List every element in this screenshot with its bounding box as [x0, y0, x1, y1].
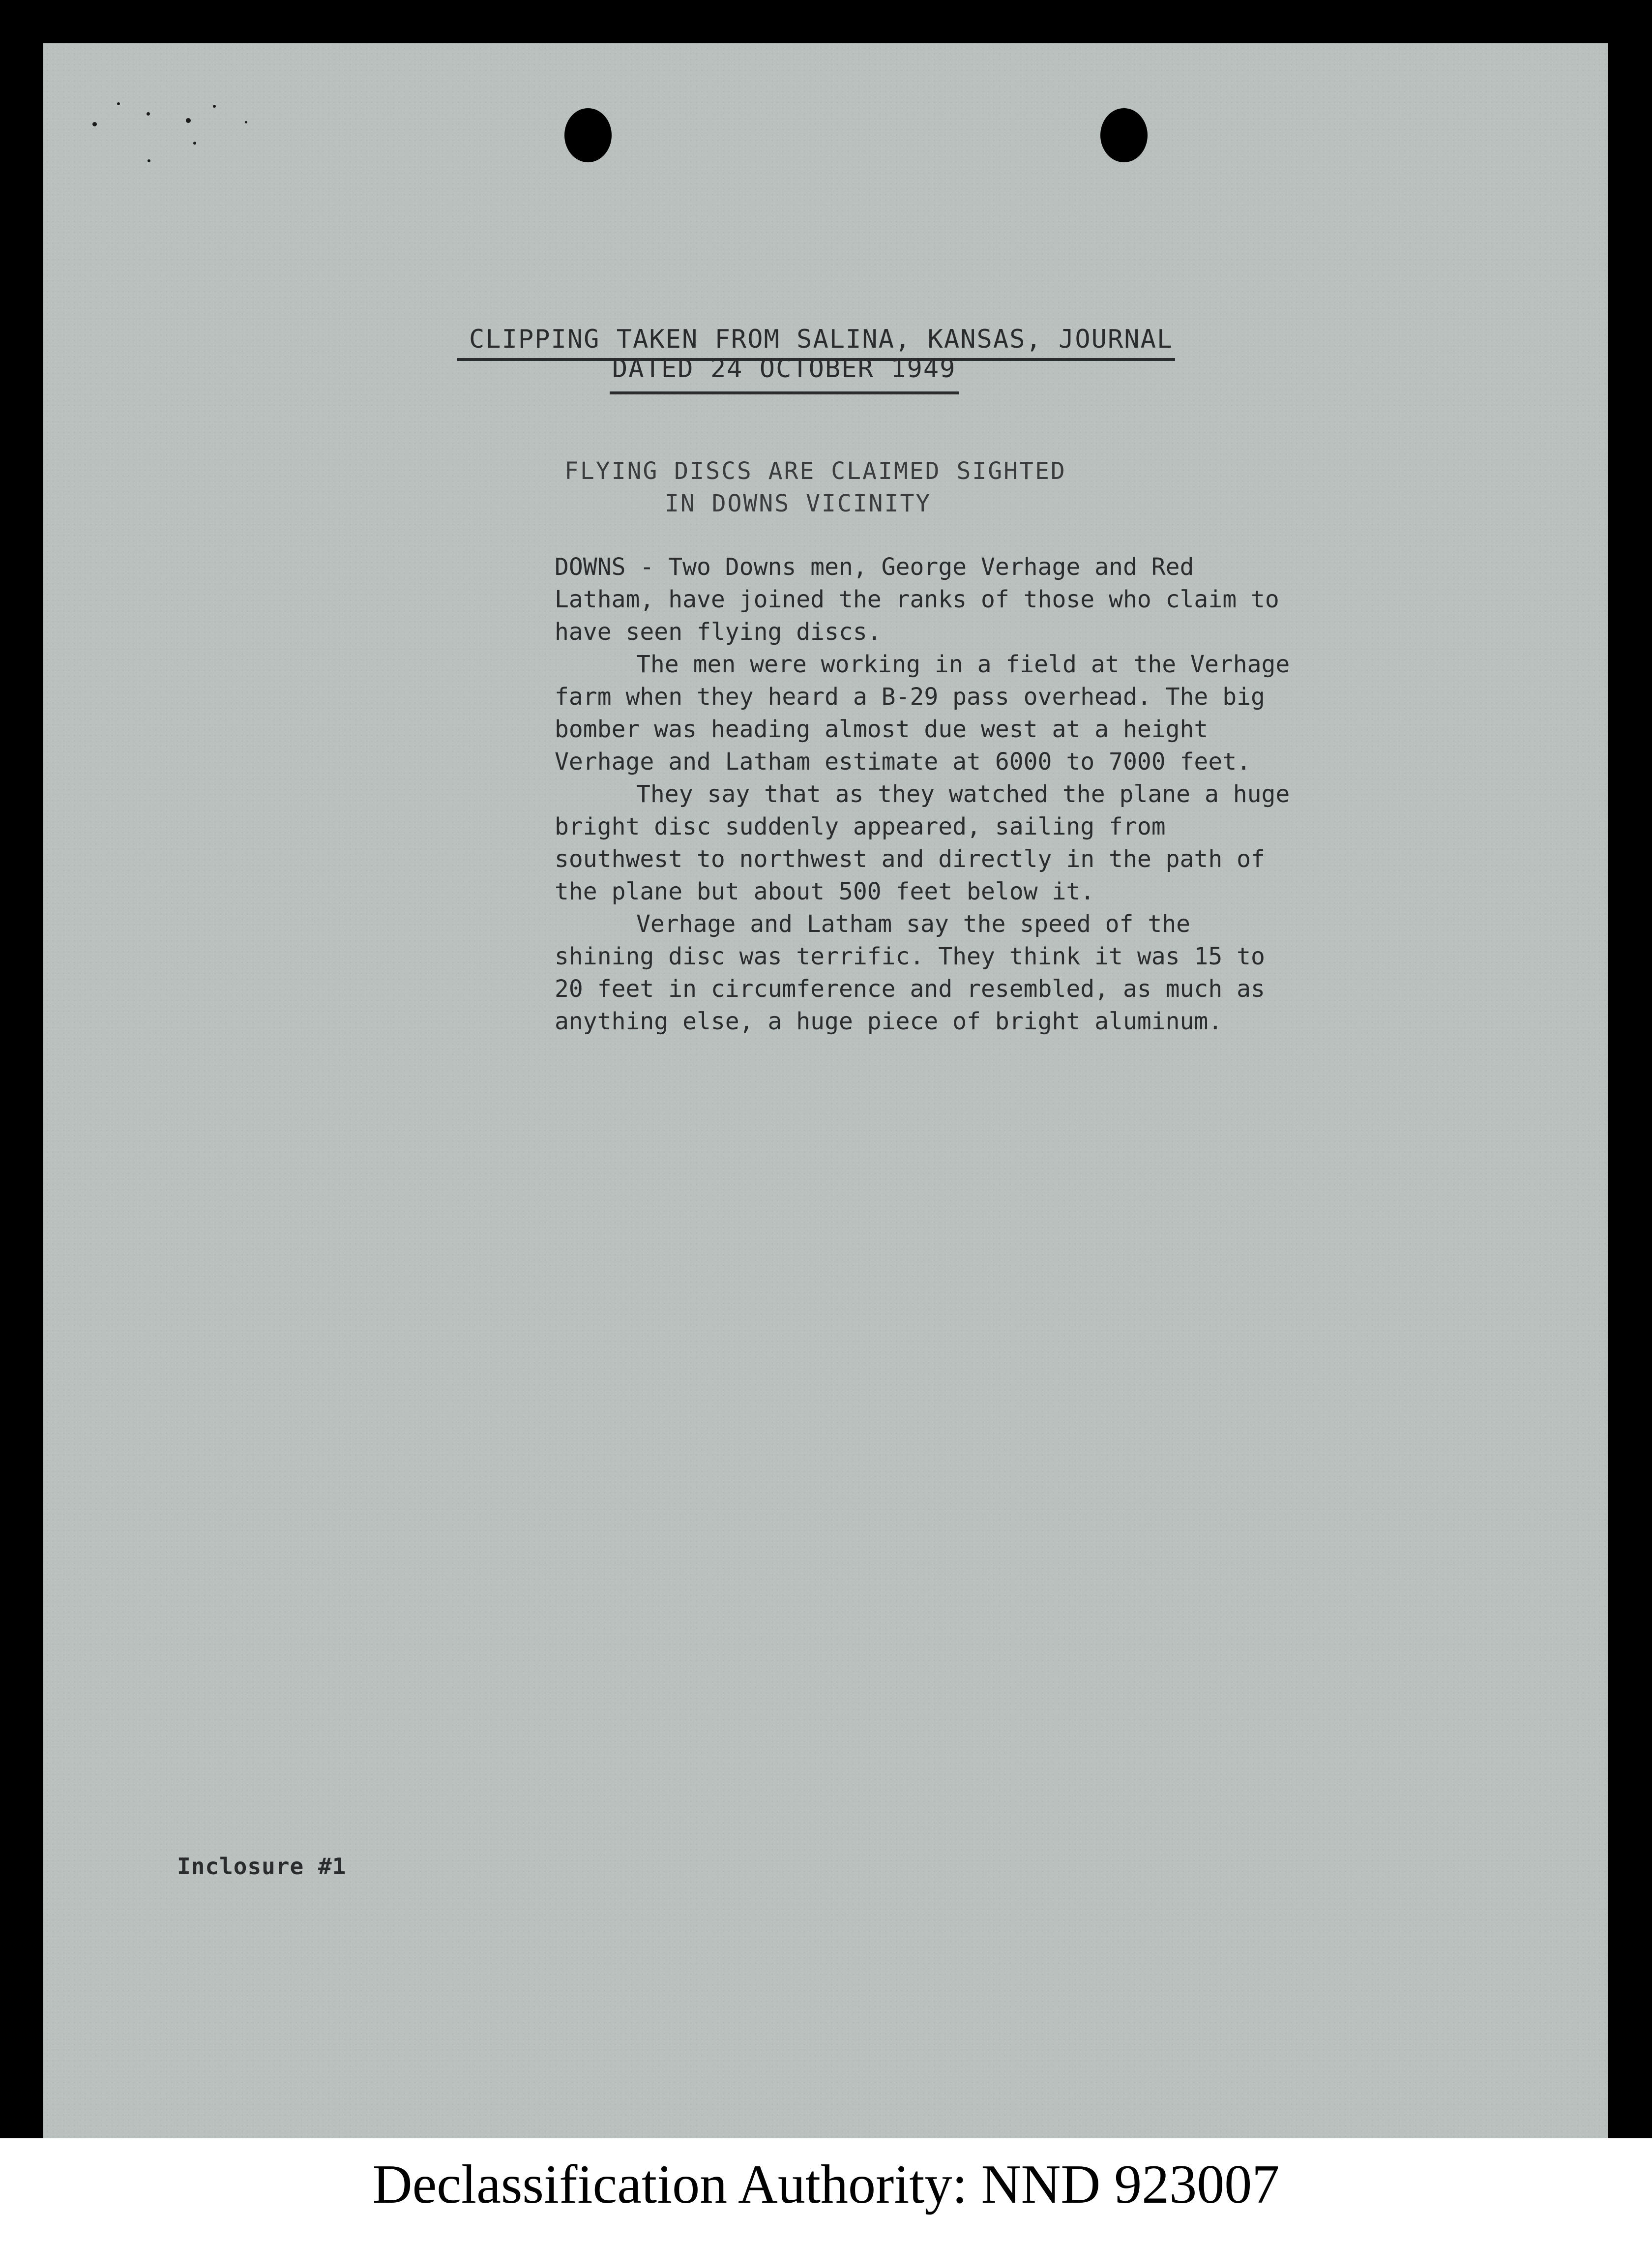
paper-speck	[213, 105, 216, 108]
inclosure-label: Inclosure #1	[177, 1853, 347, 1880]
punch-hole-left	[564, 108, 612, 162]
paper-speck	[147, 112, 150, 116]
paper-speck	[117, 102, 120, 105]
declassification-footer: Declassification Authority: NND 923007	[372, 2154, 1280, 2215]
story-title-line-2: IN DOWNS VICINITY	[665, 490, 932, 517]
heading-line-1: CLIPPING TAKEN FROM SALINA, KANSAS, JOURNAL	[469, 325, 1174, 354]
punch-hole-right	[1100, 108, 1148, 162]
article-paragraph: The men were working in a field at the Verhage farm when they heard a B-29 pass overhead. The big bomber was heading almost due west at a height Verhage and Latham estimate at 6000 to 7000 feet.	[555, 651, 1304, 776]
paper-speck	[92, 122, 97, 126]
article-paragraph: They say that as they watched the plane a huge bright disc suddenly appeared, sailing from southwest to northwest and directly in the path of the plane but about 500 feet below it.	[555, 780, 1304, 905]
article-paragraph: DOWNS - Two Downs men, George Verhage and Red Latham, have joined the ranks of those who claim to have seen flying discs.	[555, 553, 1294, 646]
paper-speck	[148, 159, 150, 162]
paper-speck	[245, 121, 247, 123]
article-paragraph: Verhage and Latham say the speed of the shining disc was terrific. They think it was 15 to 20 feet in circumference and resembled, as much as anything else, a huge piece of bright aluminum.	[555, 910, 1279, 1035]
article-body	[555, 551, 1304, 1038]
story-title-line-1: FLYING DISCS ARE CLAIMED SIGHTED	[564, 457, 1066, 485]
heading-line-2: DATED 24 OCTOBER 1949	[612, 354, 956, 384]
heading-underline-2	[610, 391, 959, 394]
paper-speck	[186, 118, 191, 123]
paper-speck	[193, 142, 196, 145]
